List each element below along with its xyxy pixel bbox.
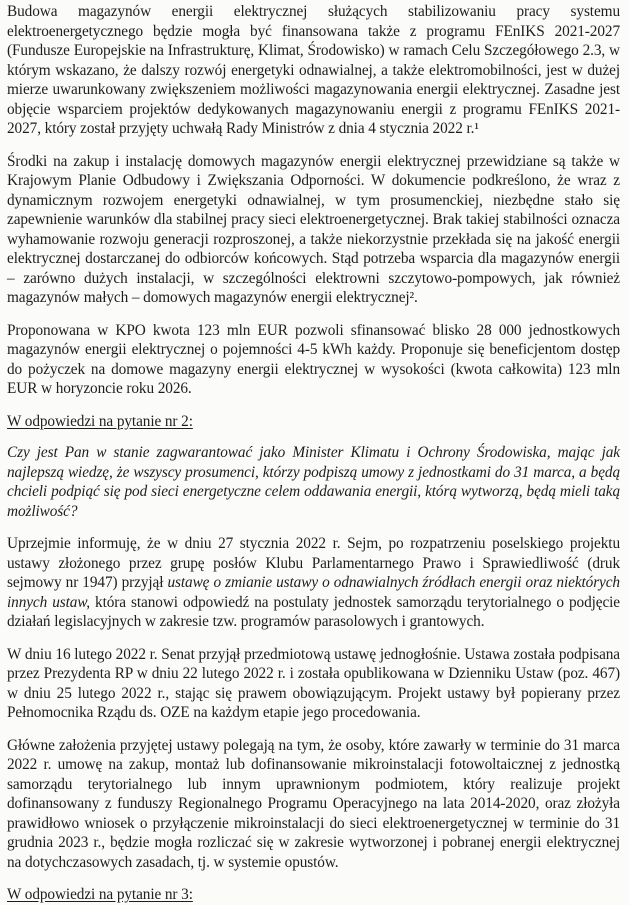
paragraph-senat-president: W dniu 16 lutego 2022 r. Senat przyjął przedmiotową ustawę jednogłośnie. Ustawa została podpisana przez Prezydenta RP w dniu 22 lutego 2022 r. i została opublikowana w Dzienniku Ustaw (poz. 467) w dniu 25 lutego 2022 r., stając się prawem obowiązującym. Projekt ustawy był popierany przez Pełnomocnika Rządu ds. OZE na każdym etapie jego procedowania. [7,645,620,721]
law-paragraph-prefix: Uprzejmie informuję, że w dniu 27 stycznia 2022 r. Sejm, po rozpatrzeniu poselskiego projektu ustawy złożonego przez grupę posłów Klubu Parlamentarnego Prawo i Sprawiedliwość (druk sejmowy nr 1947) przyjął [7,535,620,591]
paragraph-kpo-amount: Proponowana w KPO kwota 123 mln EUR pozwoli sfinansować blisko 28 000 jednostkowych magazynów energii elektrycznej o pojemności 4-5 kWh każdy. Proponuje się beneficjentom dostęp do pożyczek na domowe magazyny energii elektrycznej w wysokości (kwota całkowita) 123 mln EUR w horyzoncie roku 2026. [7,321,620,397]
paragraph-feniks-funding: Budowa magazynów energii elektrycznej służących stabilizowaniu pracy systemu elektroenergetycznego będzie mogła być finansowana także z programu FEnIKS 2021-2027 (Fundusze Europejskie na Infrastrukturę, Klimat, Środowisko) w ramach Celu Szczegółowego 2.3, w którym wskazano, że dalszy rozwój energetyki odnawialnej, a także elektromobilności, jest w dużej mierze uwarunkowany zwiększeniem możliwości magazynowania energii elektrycznej. Zasadne jest objęcie wsparciem projektów dedykowanych magazynowaniu energii z programu FEnIKS 2021-2027, który został przyjęty uchwałą Rady Ministrów z dnia 4 stycznia 2022 r.¹ [7,3,620,137]
paragraph-question-2-text: Czy jest Pan w stanie zagwarantować jako Minister Klimatu i Ochrony Środowiska, mając jak najlepszą wiedzę, że wszyscy prosumenci, którzy podpiszą umowy z jednostkami do 31 marca, a będą chcieli podpiąć się pod sieci energetyczne celem oddawania energii, którą wytworzą, będą mieli taką możliwość? [7,444,620,520]
paragraph-kpo-home-storage: Środki na zakup i instalację domowych magazynów energii elektrycznej przewidziane są także w Krajowym Planie Odbudowy i Zwiększania Odporności. W dokumencie podkreślono, że wraz z dynamicznym rozwojem energetyki odnawialnej, w tym prosumenckiej, niezbędne stało się zapewnienie warunków dla stabilnej pracy sieci elektroenergetycznej. Brak takiej stabilności oznacza wyhamowanie rozwoju generacji rozproszonej, a także niekorzystnie przekłada się na jakość energii elektrycznej dostarczanej do odbiorców końcowych. Stąd potrzeba wsparcia dla magazynów energii – zarówno dużych instalacji, w szczególności elektrowni szczytowo-pompowych, jak również magazynów małych – domowych magazynów energii elektrycznej². [7,152,620,306]
paragraph-sejm-law [7,534,620,632]
heading-answer-question-3: W odpowiedzi na pytanie nr 3: [7,886,193,903]
paragraph-law-main-provisions: Główne założenia przyjętej ustawy polegają na tym, że osoby, które zawarły w terminie do 31 marca 2022 r. umowę na zakup, montaż lub dofinansowanie mikroinstalacji fotowoltaicznej z jednostką samorządu terytorialnego lub innym uprawnionym podmiotem, który realizuje projekt dofinansowany z funduszy Regionalnego Programu Operacyjnego na lata 2014-2020, oraz złożyła prawidłowo wniosek o przyłączenie mikroinstalacji do sieci elektroenergetycznej w terminie do 31 grudnia 2023 r., będzie mogła rozliczać się w zakresie wytworzonej i pobranej energii elektrycznej na dotychczasowych zasadach, tj. w systemie opustów. [7,736,620,871]
law-title-italic: ustawę o zmianie ustawy o odnawialnych źródłach energii oraz niektórych innych ustaw, [7,574,620,611]
law-paragraph-suffix: która stanowi odpowiedź na postulaty jednostek samorządu terytorialnego o podjęcie działań legislacyjnych w zakresie tzw. programów parasolowych i grantowych. [7,593,620,630]
heading-answer-question-2: W odpowiedzi na pytanie nr 2: [7,412,193,430]
